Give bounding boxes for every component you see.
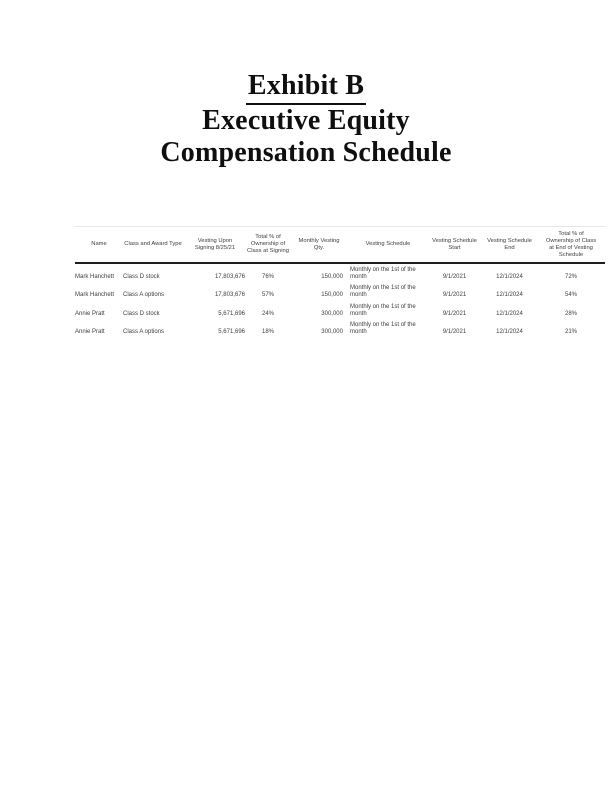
compensation-schedule-table [75, 226, 605, 338]
cell-name: Annie Pratt [75, 329, 105, 335]
cell-vesting-schedule-end: 12/1/2024 [496, 292, 523, 298]
cell-pct-ownership-at-end: 28% [564, 310, 577, 317]
cell-vesting-upon-signing: 5,671,696 [218, 310, 245, 317]
cell-name: Mark Hanchett [75, 292, 115, 298]
col-header-vesting-schedule-end: Vesting Schedule End [487, 237, 532, 251]
table-header-row [75, 226, 605, 264]
table-row [75, 301, 605, 320]
cell-vesting-schedule-start: 9/1/2021 [442, 310, 467, 317]
title-line-compensation-schedule: Compensation Schedule [160, 137, 452, 168]
table-row [75, 264, 605, 283]
col-header-pct-ownership-at-signing: Total % of Ownership of Class at Signing [247, 234, 289, 254]
cell-class-and-award-type: Class A options [123, 292, 165, 298]
col-header-pct-ownership-at-end: Total % of Ownership of Class at End of Vesting Schedule [545, 230, 597, 258]
cell-vesting-schedule-start: 9/1/2021 [442, 273, 467, 280]
cell-vesting-upon-signing: 5,671,696 [218, 329, 245, 335]
cell-name: Mark Hanchett [75, 273, 115, 280]
cell-pct-ownership-at-end: 21% [564, 329, 577, 335]
col-header-monthly-vesting-qty: Monthly Vesting Qty. [298, 237, 340, 251]
cell-class-and-award-type: Class A options [123, 329, 165, 335]
col-header-vesting-upon-signing: Vesting Upon Signing 8/25/21 [194, 237, 236, 251]
cell-vesting-schedule: Monthly on the 1st of the month [350, 266, 416, 280]
cell-vesting-schedule-end: 12/1/2024 [496, 273, 523, 280]
title-line-executive-equity: Executive Equity [202, 105, 410, 136]
table-row [75, 283, 605, 302]
cell-pct-ownership-at-signing: 18% [261, 329, 274, 335]
table-row [75, 320, 605, 339]
cell-pct-ownership-at-signing: 76% [261, 273, 274, 280]
cell-monthly-vesting-qty: 150,000 [321, 273, 343, 280]
cell-class-and-award-type: Class D stock [123, 273, 160, 280]
cell-pct-ownership-at-end: 54% [564, 292, 577, 298]
cell-pct-ownership-at-signing: 57% [261, 292, 274, 298]
cell-monthly-vesting-qty: 150,000 [321, 292, 343, 298]
cell-monthly-vesting-qty: 300,000 [321, 310, 343, 317]
cell-monthly-vesting-qty: 300,000 [321, 329, 343, 335]
cell-vesting-schedule-start: 9/1/2021 [442, 292, 467, 298]
title-exhibit-underlined-text: Exhibit B [246, 70, 366, 105]
col-header-vesting-schedule: Vesting Schedule [365, 241, 411, 247]
cell-pct-ownership-at-signing: 24% [261, 310, 274, 317]
cell-vesting-schedule: Monthly on the 1st of the month [350, 285, 416, 298]
col-header-class-and-award-type: Class and Award Type [124, 241, 182, 247]
cell-vesting-schedule: Monthly on the 1st of the month [350, 322, 416, 335]
cell-vesting-schedule-end: 12/1/2024 [496, 329, 523, 335]
cell-name: Annie Pratt [75, 310, 105, 317]
cell-vesting-schedule: Monthly on the 1st of the month [350, 303, 416, 317]
title-line-exhibit [0, 70, 612, 105]
cell-vesting-schedule-start: 9/1/2021 [442, 329, 467, 335]
cell-pct-ownership-at-end: 72% [564, 273, 577, 280]
col-header-vesting-schedule-start: Vesting Schedule Start [432, 237, 477, 251]
col-header-name: Name [91, 241, 107, 247]
table-body [75, 264, 605, 338]
cell-vesting-schedule-end: 12/1/2024 [496, 310, 523, 317]
cell-class-and-award-type: Class D stock [123, 310, 160, 317]
cell-vesting-upon-signing: 17,803,676 [214, 273, 245, 280]
document-title [0, 70, 612, 169]
cell-vesting-upon-signing: 17,803,676 [214, 292, 245, 298]
